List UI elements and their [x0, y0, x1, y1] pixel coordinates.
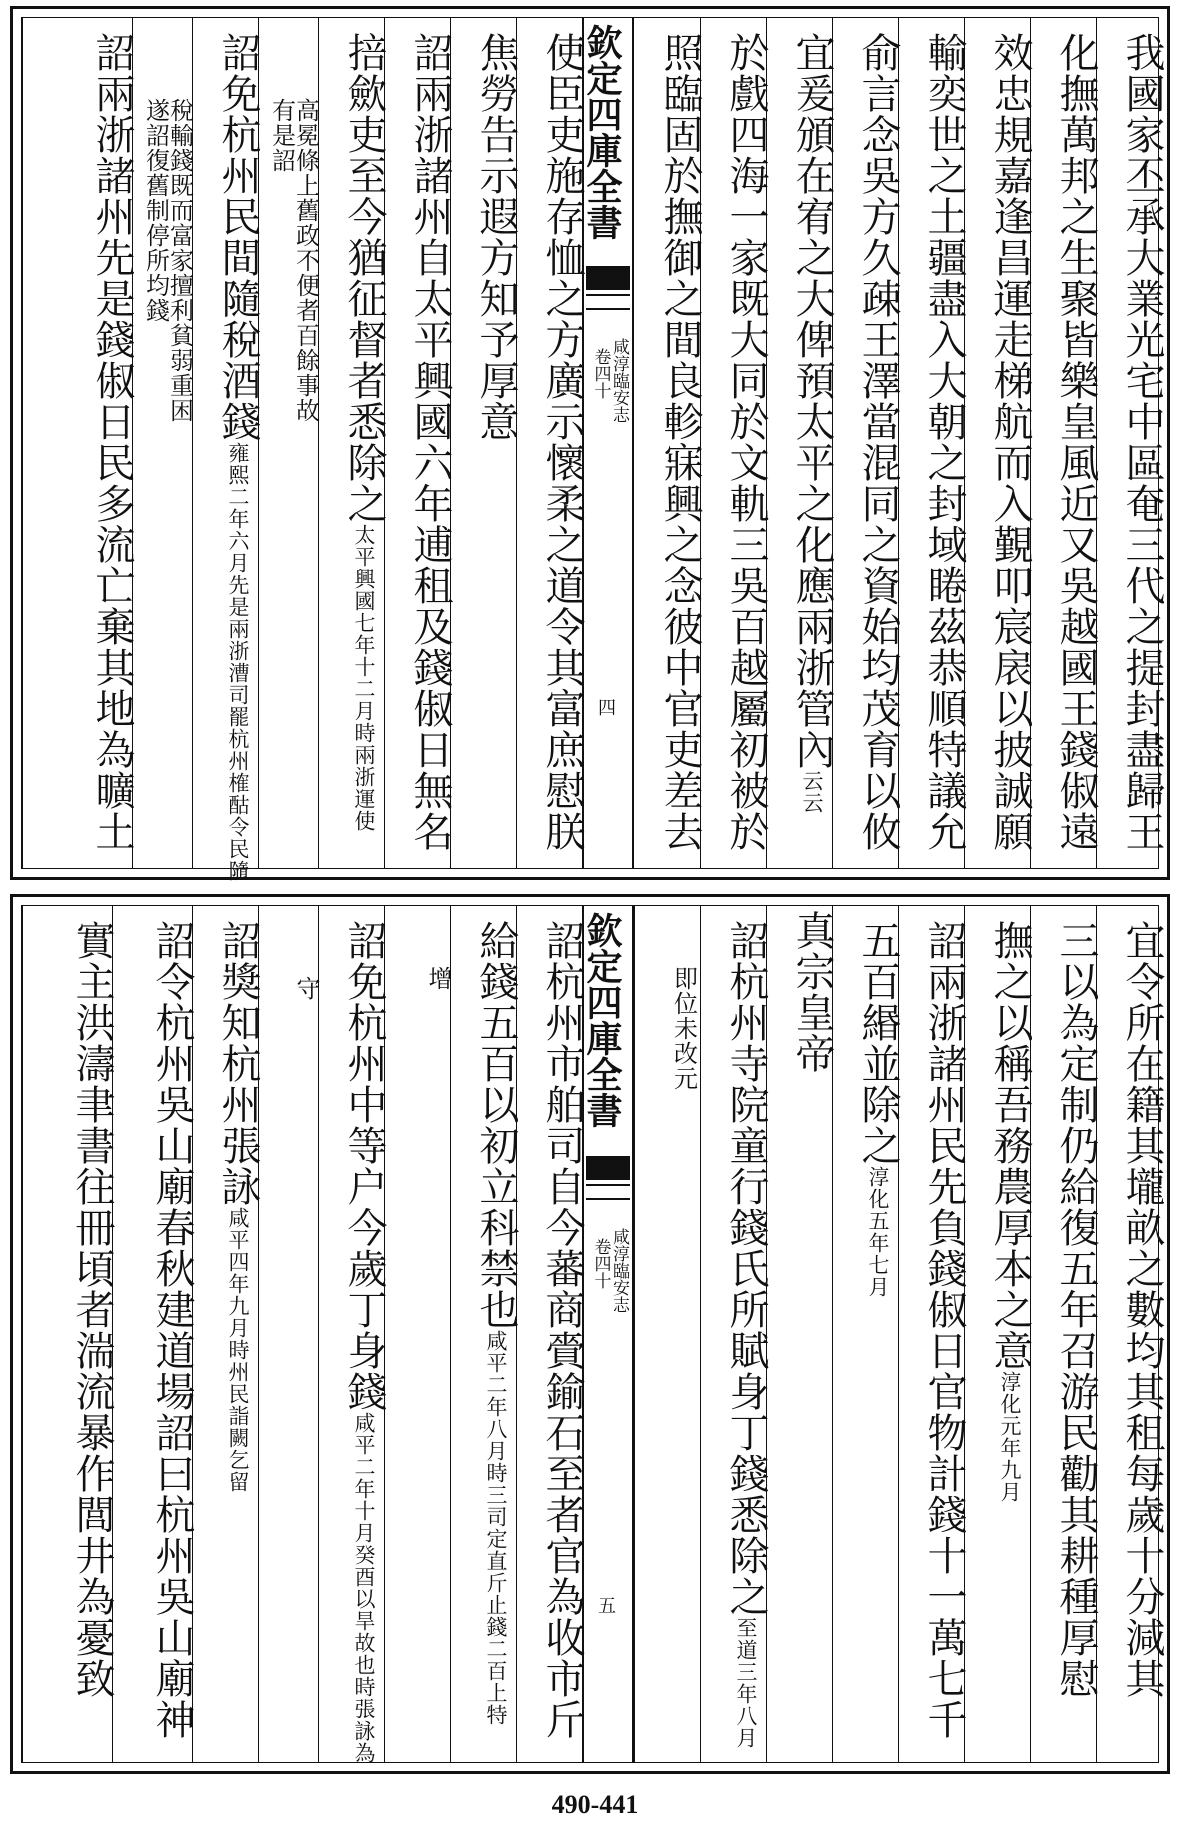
column-text	[767, 32, 835, 814]
fish-tail-mark	[586, 294, 630, 310]
column-text: 詔兩浙諸州民先負錢俶日官物計錢十一萬七千	[921, 920, 967, 1740]
text-column	[700, 18, 769, 868]
top-page	[10, 6, 1170, 880]
page-number: 四	[595, 698, 616, 716]
text-column	[516, 18, 585, 868]
annotation-text: 至道三年八月	[734, 1617, 758, 1749]
annotation-text: 淳化五年七月	[866, 1166, 890, 1298]
main-text: 詔獎知杭州張詠	[215, 920, 261, 1207]
column-text: 於戲四海一家既大同於文軌三吳百越屬初被於	[723, 32, 769, 852]
book-name: 咸淳臨安志	[609, 1228, 629, 1313]
text-column	[898, 18, 967, 868]
fish-tail-mark	[586, 1184, 630, 1200]
main-text: 詔免杭州民間隨稅酒錢	[215, 32, 261, 442]
column-text: 輸奕世之土疆盡入大朝之封域睠茲恭順特議允	[921, 32, 967, 852]
main-text: 宜爰頒在宥之大俾預太平之化應兩浙管內	[789, 32, 835, 770]
text-column	[700, 906, 769, 1762]
column-text	[193, 32, 261, 882]
annotation-text: 咸平四年九月時州民詣闕乞留	[226, 1207, 250, 1493]
book-title: 欽定四庫全書	[581, 912, 623, 1128]
text-column	[1096, 18, 1165, 868]
text-column	[766, 18, 835, 868]
column-text: 宜令所在籍其壠畝之數均其租每歲十分減其	[1119, 920, 1165, 1699]
text-column	[964, 906, 1033, 1762]
column-text	[965, 920, 1033, 1503]
column-text: 詔杭州市舶司自今蕃商賫鍮石至者官為收市斤	[539, 920, 585, 1740]
column-text	[319, 32, 387, 832]
volume-label: 卷四十	[590, 1238, 611, 1289]
main-text: 詔杭州寺院童行錢氏所賦身丁錢悉除之	[723, 920, 769, 1617]
column-text: 照臨固於撫御之間良軫寐興之念彼中官吏差去	[657, 32, 703, 852]
column-text: 使臣吏施存恤之方廣示懷柔之道令其富庶慰朕	[539, 32, 585, 852]
text-column	[634, 906, 700, 1762]
book-name: 咸淳臨安志	[609, 338, 629, 423]
main-text: 掊歛吏至今猶征督者悉除之	[341, 32, 387, 524]
column-text: 三以為定制仍給復五年召游民勸其耕種厚慰	[1053, 920, 1099, 1699]
text-column	[1030, 18, 1099, 868]
annotation-text: 云云	[800, 770, 824, 814]
column-text: 我國家丕承大業光宅中區奄三代之提封盡歸王	[1119, 32, 1165, 852]
top-page-frame	[21, 17, 1165, 882]
main-text: 給錢五百以初立科禁也	[473, 920, 519, 1330]
volume-label: 卷四十	[590, 348, 611, 399]
column-text: 詔令杭州吳山廟春秋建道場詔曰杭州吳山廟神	[149, 920, 195, 1740]
text-column	[450, 906, 519, 1762]
text-column	[112, 906, 195, 1762]
text-column	[258, 18, 318, 868]
annotation-text: 咸平二年八月時三司定直斤止錢二百上特	[484, 1330, 508, 1726]
text-column	[318, 906, 387, 1764]
main-text: 五百緡並除之	[855, 920, 901, 1166]
text-column	[22, 906, 115, 1762]
text-column	[1096, 906, 1165, 1762]
annotation-text: 增	[424, 966, 452, 991]
text-column	[964, 18, 1033, 868]
annotation-text: 高冕條上舊政不便者百餘事故有是詔	[267, 98, 320, 423]
annotation-text: 雍熙二年六月先是兩浙漕司罷杭州榷酤令民隨	[226, 442, 250, 882]
column-text: 詔兩浙諸州先是錢俶日民多流亡棄其地為曠土	[89, 32, 135, 852]
annotation-text: 太平興國七年十二月時兩浙運使	[352, 524, 376, 832]
text-column	[384, 18, 453, 868]
center-band	[582, 18, 634, 868]
column-text	[833, 920, 901, 1298]
column-text: 實主洪濤聿書往冊頃者湍流暴作閭井為憂致	[69, 920, 115, 1699]
column-text: 詔兩浙諸州自太平興國六年逋租及錢俶日無名	[407, 32, 453, 852]
column-text	[701, 920, 769, 1749]
column-text: 焦勞告示遐方知予厚意	[473, 32, 519, 442]
column-text: 俞言念吳方久疎王澤當混同之資始均茂育以攸	[855, 32, 901, 852]
center-band	[582, 906, 634, 1762]
main-text: 撫之以稱吾務農厚本之意	[987, 920, 1033, 1371]
column-text: 化撫萬邦之生聚皆樂皇風近又吳越國王錢俶遠	[1053, 32, 1099, 852]
text-column	[766, 906, 835, 1762]
annotation-text: 淳化元年九月	[998, 1371, 1022, 1503]
book-title: 欽定四庫全書	[581, 24, 623, 240]
bottom-page-frame	[21, 905, 1165, 1764]
text-column	[832, 906, 901, 1762]
text-column	[22, 18, 135, 868]
emperor-heading: 真宗皇帝	[789, 910, 835, 1074]
annotation-text: 稅輸錢既而富家擅利貧弱重困遂詔復舊制停所均錢	[141, 98, 194, 423]
fish-tail-mark	[586, 266, 630, 290]
column-text	[451, 920, 519, 1726]
annotation-text: 守	[292, 976, 320, 1001]
text-column	[258, 906, 318, 1762]
main-text: 詔免杭州中等户今歲丁身錢	[341, 920, 387, 1412]
text-column	[1030, 906, 1099, 1762]
bottom-page	[10, 894, 1170, 1774]
page-reference: 490-441	[551, 1790, 639, 1819]
annotation-text: 咸平二年十月癸酉以旱故也時張詠為	[352, 1412, 376, 1764]
text-column	[384, 906, 450, 1762]
column-text	[193, 920, 261, 1493]
fish-tail-mark	[586, 1156, 630, 1180]
text-column	[318, 18, 387, 868]
column-text: 效忠規嘉逢昌運走梯航而入覲叩宸扆以披誠願	[987, 32, 1033, 852]
text-column	[832, 18, 901, 868]
text-column	[516, 906, 585, 1762]
text-column	[898, 906, 967, 1762]
text-column	[192, 18, 261, 882]
annotation-text: 即位未改元	[669, 966, 698, 1091]
text-column	[132, 18, 192, 868]
text-column	[450, 18, 519, 868]
column-text	[319, 920, 387, 1764]
page-number: 五	[595, 1596, 616, 1614]
text-column	[634, 18, 703, 868]
text-column	[192, 906, 261, 1762]
